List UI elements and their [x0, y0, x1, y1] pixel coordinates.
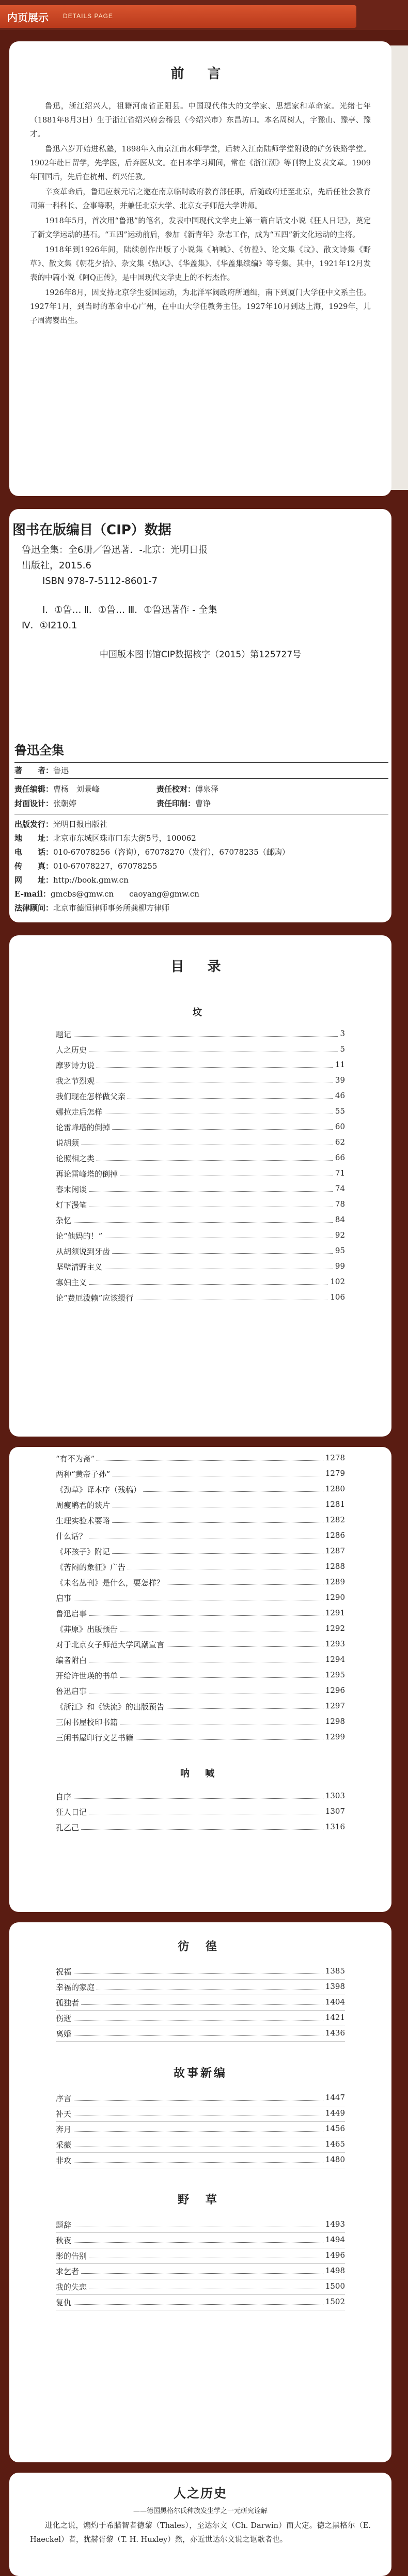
- toc-entry[interactable]: [56, 1498, 345, 1513]
- toc-entry-page: 1282: [323, 1515, 345, 1524]
- print-label: 责任印制：: [156, 799, 196, 808]
- toc-entry-page: 1449: [323, 2108, 345, 2118]
- toc-entry[interactable]: [56, 1668, 345, 1684]
- toc-entry[interactable]: [56, 1058, 345, 1073]
- toc-leader-dots: [56, 2100, 345, 2101]
- book-title: 鲁迅全集: [14, 743, 64, 758]
- toc-entry[interactable]: [56, 1120, 345, 1135]
- essay-text: 进化之说，煽灼于希腊智者德黎（Thales），至达尔文（Ch. Darwin）而大定。德之黑格尔（E. Haeckel）者，犹赫胥黎（T. H. Huxley）然，亦近世达尔文说之讴歌者也。: [30, 2522, 371, 2544]
- toc-entry-title: 补天: [56, 2108, 73, 2119]
- cip-page: [9, 509, 391, 922]
- cip-line: 鲁迅全集：全6册／鲁迅著．-北京：光明日报: [22, 545, 208, 556]
- preface-paragraph: 鲁迅六岁开始进私塾，1898年入南京江南水师学堂，后转入江南陆师学堂附设的矿务铁路学堂。1902年赴日留学，先学医，后弃医从文。在日本学习期间，常在《浙江潮》等刊物上发表文章。1909年回国后，先后在杭州、绍兴任教。: [30, 145, 371, 181]
- cip-line: ISBN 978-7-5112-8601-7: [42, 576, 158, 587]
- toc-leader-dots: [56, 1222, 345, 1223]
- preface-paragraph: 辛亥革命后，鲁迅应蔡元培之邀在南京临时政府教育部任职，后随政府迁至北京，先后任社会教育司第一科科长、佥事等职，并兼任北京大学、北京女子师范大学讲师。: [30, 188, 371, 210]
- toc-entry-page: 74: [333, 1184, 345, 1193]
- toc-entry[interactable]: [56, 2153, 345, 2168]
- toc-entry-title: 鲁迅启事: [56, 1686, 89, 1696]
- toc-entry[interactable]: [56, 2091, 345, 2106]
- toc-entry-page: 1290: [323, 1593, 345, 1602]
- toc-entry-title: 奔月: [56, 2124, 73, 2135]
- toc-entry-page: 60: [333, 1122, 345, 1131]
- toc-entry-page: 46: [333, 1091, 345, 1100]
- essay-title: 人之历史: [174, 2486, 227, 2501]
- print-value: 曹诤: [195, 799, 211, 808]
- fax-value: 010-67078227，67078255: [53, 861, 158, 871]
- toc-entry-title: 杂忆: [56, 1215, 73, 1226]
- toc-entry-page: 1289: [323, 1577, 345, 1586]
- toc-entry-title: 人之历史: [56, 1044, 89, 1055]
- toc-entry-page: 1296: [323, 1686, 345, 1695]
- address-value: 北京市东城区珠市口东大街5号，100062: [53, 834, 196, 843]
- cip-line: 出版社，2015.6: [22, 560, 91, 571]
- toc-page-3: [9, 1922, 391, 2462]
- toc-entry-page: 1502: [323, 2297, 345, 2306]
- toc-entry-title: 寡妇主义: [56, 1277, 89, 1288]
- toc-section-heading: 呐 喊: [180, 1768, 221, 1779]
- toc-entry-title: 坚壁清野主义: [56, 1261, 104, 1272]
- header-tab: [0, 5, 356, 28]
- toc-entry-title: 我们现在怎样做父亲: [56, 1091, 128, 1102]
- toc-entry-title: 灯下漫笔: [56, 1199, 89, 1210]
- toc-entry-title: 摩罗诗力说: [56, 1060, 97, 1071]
- toc-entry[interactable]: [56, 1529, 345, 1544]
- toc-entry-title: 《浙江》和《铁流》的出版预告: [56, 1701, 166, 1712]
- toc-page-1: [9, 935, 391, 1437]
- toc-section-heading: 故事新编: [173, 2066, 227, 2080]
- toc-entry-title: 《未名丛刊》是什么，要怎样？: [56, 1577, 166, 1588]
- toc-entry-title: 鲁迅启事: [56, 1608, 89, 1619]
- publisher-value: 光明日报出版社: [53, 820, 108, 829]
- toc-entry-page: 1493: [323, 2219, 345, 2229]
- toc-entry-page: 1494: [323, 2235, 345, 2244]
- toc-entry-page: 1447: [323, 2093, 345, 2102]
- toc-entry[interactable]: [56, 1290, 345, 1306]
- email-label: E-mail：: [14, 889, 51, 899]
- toc-entry-title: 复仇: [56, 2297, 73, 2308]
- cip-check-number: 中国版本图书馆CIP数据核字（2015）第125727号: [99, 650, 302, 660]
- toc-entry[interactable]: [56, 1699, 345, 1715]
- toc-entry-title: 开给许世瑛的书单: [56, 1670, 120, 1681]
- toc-entry[interactable]: [56, 1820, 345, 1835]
- toc-entry[interactable]: [56, 2264, 345, 2279]
- toc-entry-title: 孤独者: [56, 1997, 81, 2008]
- toc-entry-title: 秋夜: [56, 2235, 73, 2246]
- author-label: 著 者：: [14, 766, 54, 775]
- toc-entry-title: 我之节烈观: [56, 1075, 97, 1086]
- toc-entry[interactable]: [56, 2233, 345, 2248]
- toc-leader-dots: [56, 2004, 345, 2005]
- toc-entry[interactable]: [56, 1467, 345, 1482]
- toc-entry-page: 1286: [323, 1531, 345, 1540]
- toc-title: 目 录: [170, 959, 230, 975]
- toc-entry-page: 1294: [323, 1655, 345, 1664]
- toc-entry-page: 1456: [323, 2124, 345, 2133]
- toc-leader-dots: [56, 1036, 345, 1037]
- toc-entry-title: 周瘦鹃君的谈片: [56, 1500, 112, 1510]
- toc-entry-title: 论“费厄泼赖”应该缓行: [56, 1292, 135, 1303]
- toc-entry[interactable]: [56, 1228, 345, 1244]
- toc-entry[interactable]: [56, 1575, 345, 1591]
- toc-entry[interactable]: [56, 1513, 345, 1529]
- fax-label: 传 真：: [14, 861, 54, 871]
- preface-title: 前 言: [170, 66, 230, 82]
- toc-entry[interactable]: [56, 1591, 345, 1606]
- toc-entry[interactable]: [56, 2295, 345, 2310]
- toc-entry[interactable]: [56, 1089, 345, 1104]
- toc-entry-title: 离婚: [56, 2028, 73, 2039]
- preface-page: [9, 41, 391, 496]
- toc-entry[interactable]: [56, 1073, 345, 1089]
- toc-entry-page: 1404: [323, 1997, 345, 2007]
- toc-entry[interactable]: [56, 2026, 345, 2042]
- editor-label: 责任编辑：: [14, 784, 54, 794]
- toc-entry-title: 春末闲谈: [56, 1184, 89, 1195]
- toc-entry[interactable]: [56, 2217, 345, 2233]
- toc-section-heading: 坟: [193, 1007, 208, 1018]
- toc-entry-page: 1295: [323, 1670, 345, 1679]
- toc-entry-title: 求乞者: [56, 2266, 81, 2277]
- cip-line: Ⅳ．①I210.1: [22, 620, 77, 631]
- toc-entry-title: 自序: [56, 1791, 73, 1802]
- toc-entry-page: 1307: [323, 1807, 345, 1816]
- toc-entry[interactable]: [56, 2011, 345, 2026]
- toc-entry-title: “有不为斋”: [56, 1453, 97, 1464]
- toc-entry[interactable]: [56, 1622, 345, 1637]
- cip-title: 图书在版编目（CIP）数据: [12, 522, 171, 538]
- phone-label: 电 话：: [14, 847, 54, 857]
- toc-entry-page: 1303: [323, 1791, 345, 1800]
- toc-entry-title: 对于北京女子师范大学风潮宣言: [56, 1639, 166, 1650]
- toc-entry-title: 孔乙己: [56, 1822, 81, 1833]
- toc-entry-title: 题辞: [56, 2219, 73, 2230]
- toc-entry-page: 39: [333, 1075, 345, 1085]
- preface-paragraph: 鲁迅，浙江绍兴人，祖籍河南省正阳县。中国现代伟大的文学家、思想家和革命家。光绪七年（1881年8月3日）生于浙江省绍兴府会稽县（今绍兴市）东昌坊口。本名周树人，字豫山、豫亭、豫才。: [30, 102, 371, 138]
- phone-value: 010-67078256（咨询），67078270（发行），67078235（邮购）: [53, 847, 290, 857]
- toc-entry[interactable]: [56, 1135, 345, 1151]
- toc-entry-page: 106: [328, 1292, 345, 1302]
- toc-entry-page: 99: [333, 1261, 345, 1271]
- toc-entry[interactable]: [56, 2137, 345, 2153]
- toc-entry-page: 1500: [323, 2281, 345, 2291]
- toc-leader-dots: [56, 2035, 345, 2036]
- toc-entry-page: 11: [333, 1060, 345, 1069]
- toc-entry-title: 说胡须: [56, 1137, 81, 1148]
- preface-paragraph: 1918年到1926年间，陆续创作出版了小说集《呐喊》、《彷徨》、论文集《坟》、散文诗集《野草》、散文集《朝花夕拾》、杂文集《热风》、《华盖集》、《华盖集续编》等专集。其中，1921年12月发表的中篇小说《阿Q正传》，是中国现代文学史上的不朽杰作。: [30, 246, 371, 282]
- toc-leader-dots: [56, 1829, 345, 1830]
- toc-entry-page: 92: [333, 1230, 345, 1240]
- address-label: 地 址：: [14, 834, 54, 843]
- toc-leader-dots: [56, 2162, 345, 2163]
- toc-entry-title: 论照相之类: [56, 1153, 97, 1164]
- toc-leader-dots: [56, 1798, 345, 1799]
- toc-page-2: [9, 1447, 391, 1912]
- page-header: [0, 0, 408, 30]
- toc-entry-title: 编者附白: [56, 1655, 89, 1665]
- toc-entry-page: 102: [328, 1277, 345, 1286]
- toc-entry[interactable]: [56, 1980, 345, 1995]
- cip-line: Ⅰ．①鲁… Ⅱ．①鲁… Ⅲ．①鲁迅著作 - 全集: [42, 605, 217, 615]
- toc-entry-title: 生理实验术要略: [56, 1515, 112, 1526]
- editor-value: 曹杨 刘景峰: [53, 784, 100, 794]
- toc-entry[interactable]: [56, 1789, 345, 1804]
- toc-entry-title: 《莽原》出版预告: [56, 1624, 120, 1634]
- toc-entry-page: 55: [333, 1106, 345, 1116]
- toc-entry-page: 1299: [323, 1732, 345, 1741]
- toc-leader-dots: [56, 2273, 345, 2274]
- toc-entry[interactable]: [56, 2248, 345, 2264]
- toc-entry[interactable]: [56, 1042, 345, 1058]
- law-value: 北京市德恒律师事务所龚柳方律师: [53, 903, 170, 913]
- toc-entry[interactable]: [56, 1151, 345, 1166]
- toc-entry-page: 62: [333, 1137, 345, 1147]
- toc-entry[interactable]: [56, 1560, 345, 1575]
- toc-entry-title: 娜拉走后怎样: [56, 1106, 104, 1117]
- toc-entry[interactable]: [56, 1275, 345, 1290]
- toc-entry-title: 三闲书屋印行文艺书籍: [56, 1732, 135, 1743]
- toc-entry[interactable]: [56, 1104, 345, 1120]
- essay-subtitle: ——德国黑格尔氏种族发生学之一元研究诠解: [133, 2507, 268, 2515]
- preface-paragraph: 1926年8月，因支持北京学生爱国运动，为北洋军阀政府所通缉，南下到厦门大学任中文系主任。1927年1月，到当时的革命中心广州，在中山大学任教务主任。1927年10月到达上海，1929年，儿子周海婴出生。: [30, 289, 371, 325]
- toc-entry[interactable]: [56, 1544, 345, 1560]
- toc-leader-dots: [56, 1067, 345, 1068]
- toc-entry-page: 3: [338, 1029, 345, 1038]
- toc-entry-title: 再论雷峰塔的倒掉: [56, 1168, 120, 1179]
- toc-entry-page: 1293: [323, 1639, 345, 1648]
- toc-entry-title: 伤逝: [56, 2013, 73, 2024]
- toc-entry[interactable]: [56, 1197, 345, 1213]
- toc-entry-title: 《坏孩子》附记: [56, 1546, 112, 1557]
- toc-entry-page: 1316: [323, 1822, 345, 1831]
- toc-entry-title: 祝福: [56, 1966, 73, 1977]
- toc-entry-page: 1436: [323, 2028, 345, 2038]
- toc-entry[interactable]: [56, 1482, 345, 1498]
- toc-entry-page: 1465: [323, 2139, 345, 2149]
- toc-entry-title: 《苦闷的象征》广告: [56, 1562, 128, 1572]
- toc-entry-page: 1288: [323, 1562, 345, 1571]
- toc-entry-title: 题记: [56, 1029, 73, 1040]
- toc-entry[interactable]: [56, 2122, 345, 2137]
- toc-entry-page: 78: [333, 1199, 345, 1209]
- publisher-label: 出版发行：: [14, 820, 54, 829]
- toc-entry[interactable]: [56, 1259, 345, 1275]
- toc-entry-page: 1480: [323, 2155, 345, 2164]
- toc-entry-page: 1398: [323, 1982, 345, 1991]
- toc-leader-dots: [56, 1284, 345, 1285]
- toc-entry-title: 狂人日记: [56, 1807, 89, 1817]
- toc-entry-page: 1279: [323, 1469, 345, 1478]
- toc-entry-title: 什么话？: [56, 1531, 89, 1541]
- toc-entry[interactable]: [56, 2106, 345, 2122]
- toc-leader-dots: [56, 1191, 345, 1192]
- header-title: 内页展示: [7, 11, 49, 24]
- toc-entry-page: 1291: [323, 1608, 345, 1617]
- toc-entry[interactable]: [56, 1027, 345, 1042]
- toc-entry[interactable]: [56, 1606, 345, 1622]
- web-value: http://book.gmw.cn: [53, 875, 129, 885]
- toc-section-heading: 野 草: [178, 2193, 223, 2207]
- toc-entry[interactable]: [56, 1995, 345, 2011]
- toc-leader-dots: [56, 1615, 345, 1616]
- toc-entry-page: 1298: [323, 1717, 345, 1726]
- toc-entry[interactable]: [56, 1166, 345, 1182]
- toc-entry-title: 我的失恋: [56, 2281, 89, 2292]
- header-subtitle: DETAILS PAGE: [63, 12, 113, 20]
- toc-entry-title: 两种“黄帝子孙”: [56, 1469, 112, 1479]
- toc-section-heading: 彷 徨: [178, 1940, 223, 1953]
- toc-entry-page: 5: [338, 1044, 345, 1054]
- toc-entry[interactable]: [56, 1244, 345, 1259]
- toc-leader-dots: [56, 2304, 345, 2305]
- cover-value: 张朝婷: [53, 799, 77, 808]
- law-label: 法律顾问：: [14, 903, 54, 913]
- toc-entry-title: 幸福的家庭: [56, 1982, 97, 1993]
- toc-entry-page: 95: [333, 1246, 345, 1255]
- toc-entry[interactable]: [56, 1451, 345, 1467]
- toc-entry-page: 1292: [323, 1624, 345, 1633]
- toc-entry-page: 84: [333, 1215, 345, 1224]
- essay-page: [9, 2473, 391, 2576]
- toc-entry-title: 启事: [56, 1593, 73, 1603]
- web-label: 网 址：: [14, 875, 54, 885]
- toc-entry[interactable]: [56, 1964, 345, 1980]
- toc-entry[interactable]: [56, 1213, 345, 1228]
- email-value: gmcbs@gmw.cn caoyang@gmw.cn: [50, 889, 199, 899]
- toc-entry[interactable]: [56, 1804, 345, 1820]
- toc-entry-title: 从胡须说到牙齿: [56, 1246, 112, 1257]
- toc-entry-page: 1421: [323, 2013, 345, 2022]
- toc-entry-title: 影的告别: [56, 2250, 89, 2261]
- toc-entry-page: 1278: [323, 1453, 345, 1462]
- toc-entry-page: 1280: [323, 1484, 345, 1493]
- toc-entry-page: 1287: [323, 1546, 345, 1555]
- toc-entry[interactable]: [56, 1653, 345, 1668]
- toc-entry-page: 1496: [323, 2250, 345, 2260]
- toc-leader-dots: [56, 2131, 345, 2132]
- toc-entry[interactable]: [56, 1715, 345, 1730]
- proof-value: 傅泉泽: [195, 784, 219, 794]
- toc-entry-page: 1385: [323, 1966, 345, 1976]
- toc-entry-page: 66: [333, 1153, 345, 1162]
- toc-entry-page: 1498: [323, 2266, 345, 2275]
- toc-entry-title: 论雷峰塔的倒掉: [56, 1122, 112, 1133]
- toc-entry-page: 1297: [323, 1701, 345, 1710]
- toc-leader-dots: [56, 1460, 345, 1461]
- author-value: 鲁迅: [53, 766, 69, 775]
- toc-leader-dots: [56, 2242, 345, 2243]
- toc-entry[interactable]: [56, 1730, 345, 1746]
- toc-entry-title: 《劲草》译本序（残稿）: [56, 1484, 143, 1495]
- toc-entry[interactable]: [56, 1637, 345, 1653]
- toc-entry[interactable]: [56, 2279, 345, 2295]
- proof-label: 责任校对：: [156, 784, 196, 794]
- toc-entry[interactable]: [56, 1182, 345, 1197]
- toc-entry-title: 论“他妈的！”: [56, 1230, 104, 1241]
- preface-paragraph: 1918年5月，首次用“鲁迅”的笔名，发表中国现代文学史上第一篇白话文小说《狂人日记》，奠定了新文学运动的基石。“五四”运动前后，参加《新青年》杂志工作，成为“五四”新文化运动的主将。: [30, 217, 371, 239]
- toc-entry-page: 1281: [323, 1500, 345, 1509]
- toc-entry[interactable]: [56, 1684, 345, 1699]
- toc-leader-dots: [56, 1973, 345, 1974]
- toc-entry-title: 非攻: [56, 2155, 73, 2166]
- toc-entry-title: 采薇: [56, 2139, 73, 2150]
- cover-label: 封面设计：: [14, 799, 54, 808]
- toc-entry-title: 三闲书屋校印书籍: [56, 1717, 120, 1727]
- toc-entry-title: 序言: [56, 2093, 73, 2104]
- toc-entry-page: 71: [333, 1168, 345, 1178]
- toc-leader-dots: [56, 1160, 345, 1161]
